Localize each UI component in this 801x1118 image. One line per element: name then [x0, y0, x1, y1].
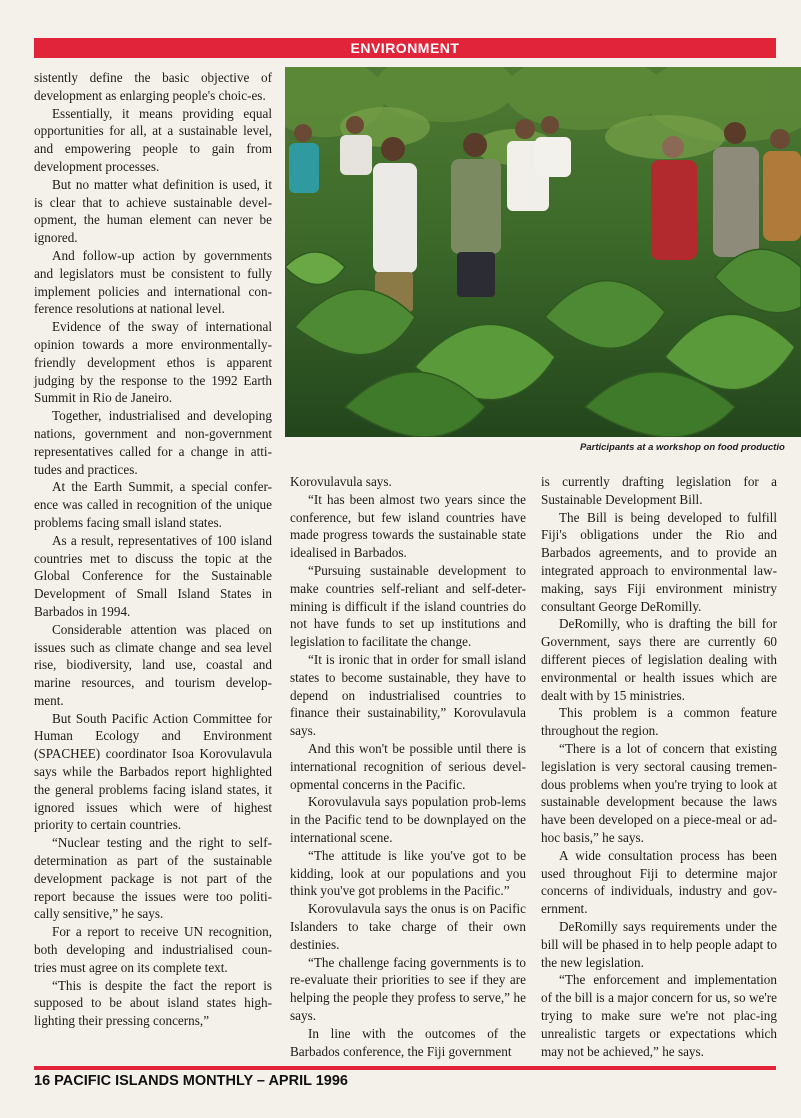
- paragraph: “Nuclear testing and the right to self-determination as part of the sustainable development package is not part of the report because the issues were too politi-cally sensitive,” he says.: [34, 835, 272, 922]
- article-column-3: [541, 473, 777, 1060]
- article-column-2: [290, 473, 526, 1060]
- paragraph: The Bill is being developed to fulfill Fiji's obligations under the Rio and Barbados agreements, and to provide an integrated approach to environmental law-making, says Fiji environment ministry consultant George DeRomilly.: [541, 509, 777, 614]
- paragraph: “The challenge facing governments is to re-evaluate their priorities to see if they are helping the people they profess to serve,” he says.: [290, 954, 526, 1023]
- paragraph: But South Pacific Action Committee for Human Ecology and Environment (SPACHEE) coordinator Isoa Korovulavula says while the Barbados report highlighted the general problems facing island states, it ignored issues which were of highest priority to certain countries.: [34, 710, 272, 833]
- paragraph: For a report to receive UN recognition, both developing and industrialised coun-tries must agree on its complete text.: [34, 924, 272, 975]
- article-column-1: [34, 69, 272, 1030]
- page-footer: 16 PACIFIC ISLANDS MONTHLY – APRIL 1996: [34, 1073, 348, 1089]
- paragraph: “Pursuing sustainable development to make countries self-reliant and self-deter-mining is difficult if the island countries do not have funds to set up institutions and legislation to facilitate the change.: [290, 562, 526, 650]
- paragraph: Korovulavula says.: [290, 474, 392, 489]
- paragraph: This problem is a common feature throughout the region.: [541, 705, 777, 739]
- paragraph: And follow-up action by governments and legislators must be consistent to fully implement policies and international con-ference resolutions at national level.: [34, 247, 272, 317]
- paragraph: “There is a lot of concern that existing legislation is very sectoral causing tremen-dous problems when you're trying to look at sustainable development because the laws have been developed on a piece-meal or ad-hoc basis,” he says.: [541, 740, 777, 845]
- paragraph: And this won't be possible until there is international recognition of serious devel-opmental concerns in the Pacific.: [290, 740, 526, 792]
- paragraph: DeRomilly, who is drafting the bill for Government, says there are currently 60 different pieces of legislation dealing with environmental or health issues which are dealt with by 15 ministries.: [541, 616, 777, 703]
- paragraph: “It has been almost two years since the conference, but few island countries have made progress towards the sustainable state idealised in Barbados.: [290, 491, 526, 561]
- paragraph: At the Earth Summit, a special confer-ence was called in recognition of the unique problems facing small island states.: [34, 479, 272, 530]
- paragraph: Korovulavula says population prob-lems in the Pacific tend to be downplayed on the international scene.: [290, 794, 526, 845]
- paragraph: A wide consultation process has been used throughout Fiji to determine major concerns of individuals, industry and gov-ernment.: [541, 847, 777, 917]
- paragraph: But no matter what definition is used, it is clear that to achieve sustainable devel-opment, the human element can never be ignored.: [34, 176, 272, 246]
- paragraph: In line with the outcomes of the Barbados conference, the Fiji government: [290, 1025, 526, 1059]
- paragraph: Essentially, it means providing equal opportunities for all, at a sustainable level, and empowering people to gain from development processes.: [34, 105, 272, 174]
- paragraph: As a result, representatives of 100 island countries met to discuss the topic at the Global Conference for the Sustainable Development of Small Island States in Barbados in 1994.: [34, 532, 272, 619]
- paragraph: “It is ironic that in order for small island states to become sustainable, they have to depend on industrialised countries to finance their sustainability,” Korovulavula says.: [290, 651, 526, 739]
- paragraph: “The attitude is like you've got to be kidding, look at our populations and you think you've got problems in the Pacific.”: [290, 847, 526, 899]
- paragraph: Together, industrialised and developing nations, government and non-government representatives called for a change in atti-tudes and practices.: [34, 408, 272, 477]
- paragraph: Considerable attention was placed on issues such as climate change and sea level rise, biodiversity, land use, coastal and marine resources, and tourism develop-ment.: [34, 621, 272, 708]
- paragraph: DeRomilly says requirements under the bill will be phased in to help people adapt to the new legislation.: [541, 918, 777, 970]
- footer-rule: [34, 1066, 776, 1070]
- paragraph: “The enforcement and implementation of the bill is a major concern for us, so we're trying to make sure we're not plac-ing unrealistic targets or expectations which may not be achieved,” he says.: [541, 972, 777, 1059]
- workshop-photo-illustration: [285, 67, 801, 437]
- paragraph: Korovulavula says the onus is on Pacific Islanders to take charge of their own destinies.: [290, 901, 526, 952]
- workshop-photo: [285, 67, 801, 437]
- photo-caption: Participants at a workshop on food productio: [580, 442, 785, 453]
- paragraph: is currently drafting legislation for a Sustainable Development Bill.: [541, 474, 777, 507]
- paragraph: “This is despite the fact the report is supposed to be about island states high-lighting their pressing concerns,”: [34, 977, 272, 1029]
- paragraph: Evidence of the sway of international opinion towards a more environmentally-friendly development ethos is apparent judging by the response to the 1992 Earth Summit in Rio de Janeiro.: [34, 319, 272, 406]
- section-header: ENVIRONMENT: [34, 38, 776, 58]
- paragraph: sistently define the basic objective of development as enlarging people's choic-es.: [34, 70, 272, 103]
